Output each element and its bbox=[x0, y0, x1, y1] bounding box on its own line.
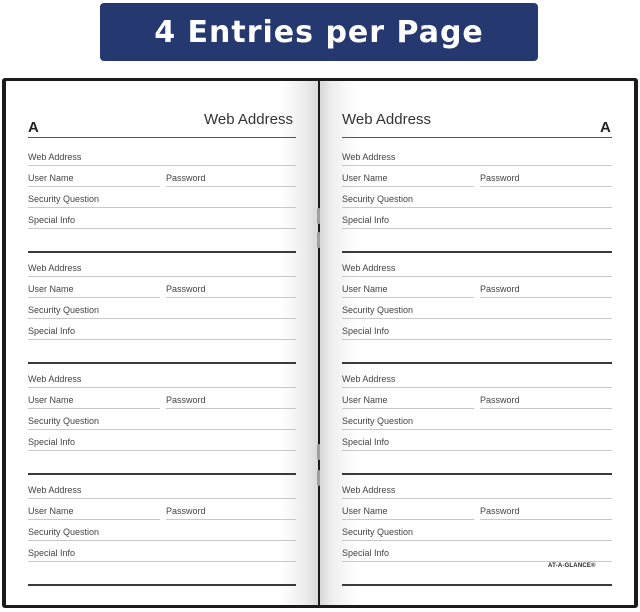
left-page-title: Web Address bbox=[204, 111, 293, 128]
user-name-label: User Name bbox=[342, 284, 388, 294]
special-info-label: Special Info bbox=[28, 215, 76, 225]
entry-separator bbox=[28, 473, 296, 475]
left-entry-3 bbox=[28, 365, 298, 475]
entries-per-page-banner bbox=[100, 3, 538, 61]
entry-separator bbox=[342, 362, 612, 364]
password-label: Password bbox=[480, 284, 520, 294]
security-question-label: Security Question bbox=[342, 527, 414, 537]
security-question-label: Security Question bbox=[28, 416, 100, 426]
web-address-label: Web Address bbox=[28, 374, 82, 384]
left-entry-2 bbox=[28, 254, 298, 364]
password-book bbox=[2, 78, 638, 608]
password-label: Password bbox=[480, 395, 520, 405]
spine-staple bbox=[317, 470, 320, 486]
entry-separator bbox=[342, 251, 612, 253]
right-page-title: Web Address bbox=[342, 111, 431, 128]
right-entry-2 bbox=[342, 254, 612, 364]
left-header-rule bbox=[28, 137, 296, 138]
entry-separator bbox=[28, 362, 296, 364]
security-question-label: Security Question bbox=[28, 194, 100, 204]
user-name-label: User Name bbox=[342, 173, 388, 183]
spine-staple bbox=[317, 444, 320, 460]
spine-staple bbox=[317, 232, 320, 248]
special-info-label: Special Info bbox=[342, 548, 390, 558]
user-name-label: User Name bbox=[342, 395, 388, 405]
user-name-label: User Name bbox=[28, 284, 74, 294]
web-address-label: Web Address bbox=[342, 374, 396, 384]
brand-logo: AT-A-GLANCE® bbox=[548, 563, 596, 569]
entry-separator bbox=[28, 251, 296, 253]
left-entry-1 bbox=[28, 143, 298, 253]
right-header-rule bbox=[342, 137, 612, 138]
security-question-label: Security Question bbox=[342, 305, 414, 315]
web-address-label: Web Address bbox=[28, 152, 82, 162]
right-entry-3 bbox=[342, 365, 612, 475]
left-page bbox=[6, 81, 318, 605]
password-label: Password bbox=[166, 284, 206, 294]
entry-separator bbox=[342, 584, 612, 586]
entry-separator bbox=[342, 473, 612, 475]
web-address-label: Web Address bbox=[342, 263, 396, 273]
left-page-letter: A bbox=[28, 119, 39, 136]
user-name-label: User Name bbox=[28, 506, 74, 516]
special-info-label: Special Info bbox=[28, 437, 76, 447]
password-label: Password bbox=[166, 395, 206, 405]
web-address-label: Web Address bbox=[342, 152, 396, 162]
password-label: Password bbox=[480, 173, 520, 183]
spine-staple bbox=[317, 208, 320, 224]
special-info-label: Special Info bbox=[28, 326, 76, 336]
web-address-label: Web Address bbox=[28, 263, 82, 273]
special-info-label: Special Info bbox=[342, 215, 390, 225]
security-question-label: Security Question bbox=[28, 527, 100, 537]
special-info-label: Special Info bbox=[342, 437, 390, 447]
banner-title: 4 Entries per Page bbox=[154, 14, 484, 50]
right-page-letter: A bbox=[600, 119, 611, 136]
security-question-label: Security Question bbox=[342, 194, 414, 204]
security-question-label: Security Question bbox=[342, 416, 414, 426]
user-name-label: User Name bbox=[28, 173, 74, 183]
left-entry-4 bbox=[28, 476, 298, 586]
password-label: Password bbox=[166, 173, 206, 183]
web-address-label: Web Address bbox=[28, 485, 82, 495]
user-name-label: User Name bbox=[28, 395, 74, 405]
password-label: Password bbox=[480, 506, 520, 516]
entry-separator bbox=[28, 584, 296, 586]
right-entry-4 bbox=[342, 476, 612, 586]
special-info-label: Special Info bbox=[342, 326, 390, 336]
security-question-label: Security Question bbox=[28, 305, 100, 315]
right-page bbox=[320, 81, 634, 605]
password-label: Password bbox=[166, 506, 206, 516]
web-address-label: Web Address bbox=[342, 485, 396, 495]
user-name-label: User Name bbox=[342, 506, 388, 516]
special-info-label: Special Info bbox=[28, 548, 76, 558]
right-entry-1 bbox=[342, 143, 612, 253]
